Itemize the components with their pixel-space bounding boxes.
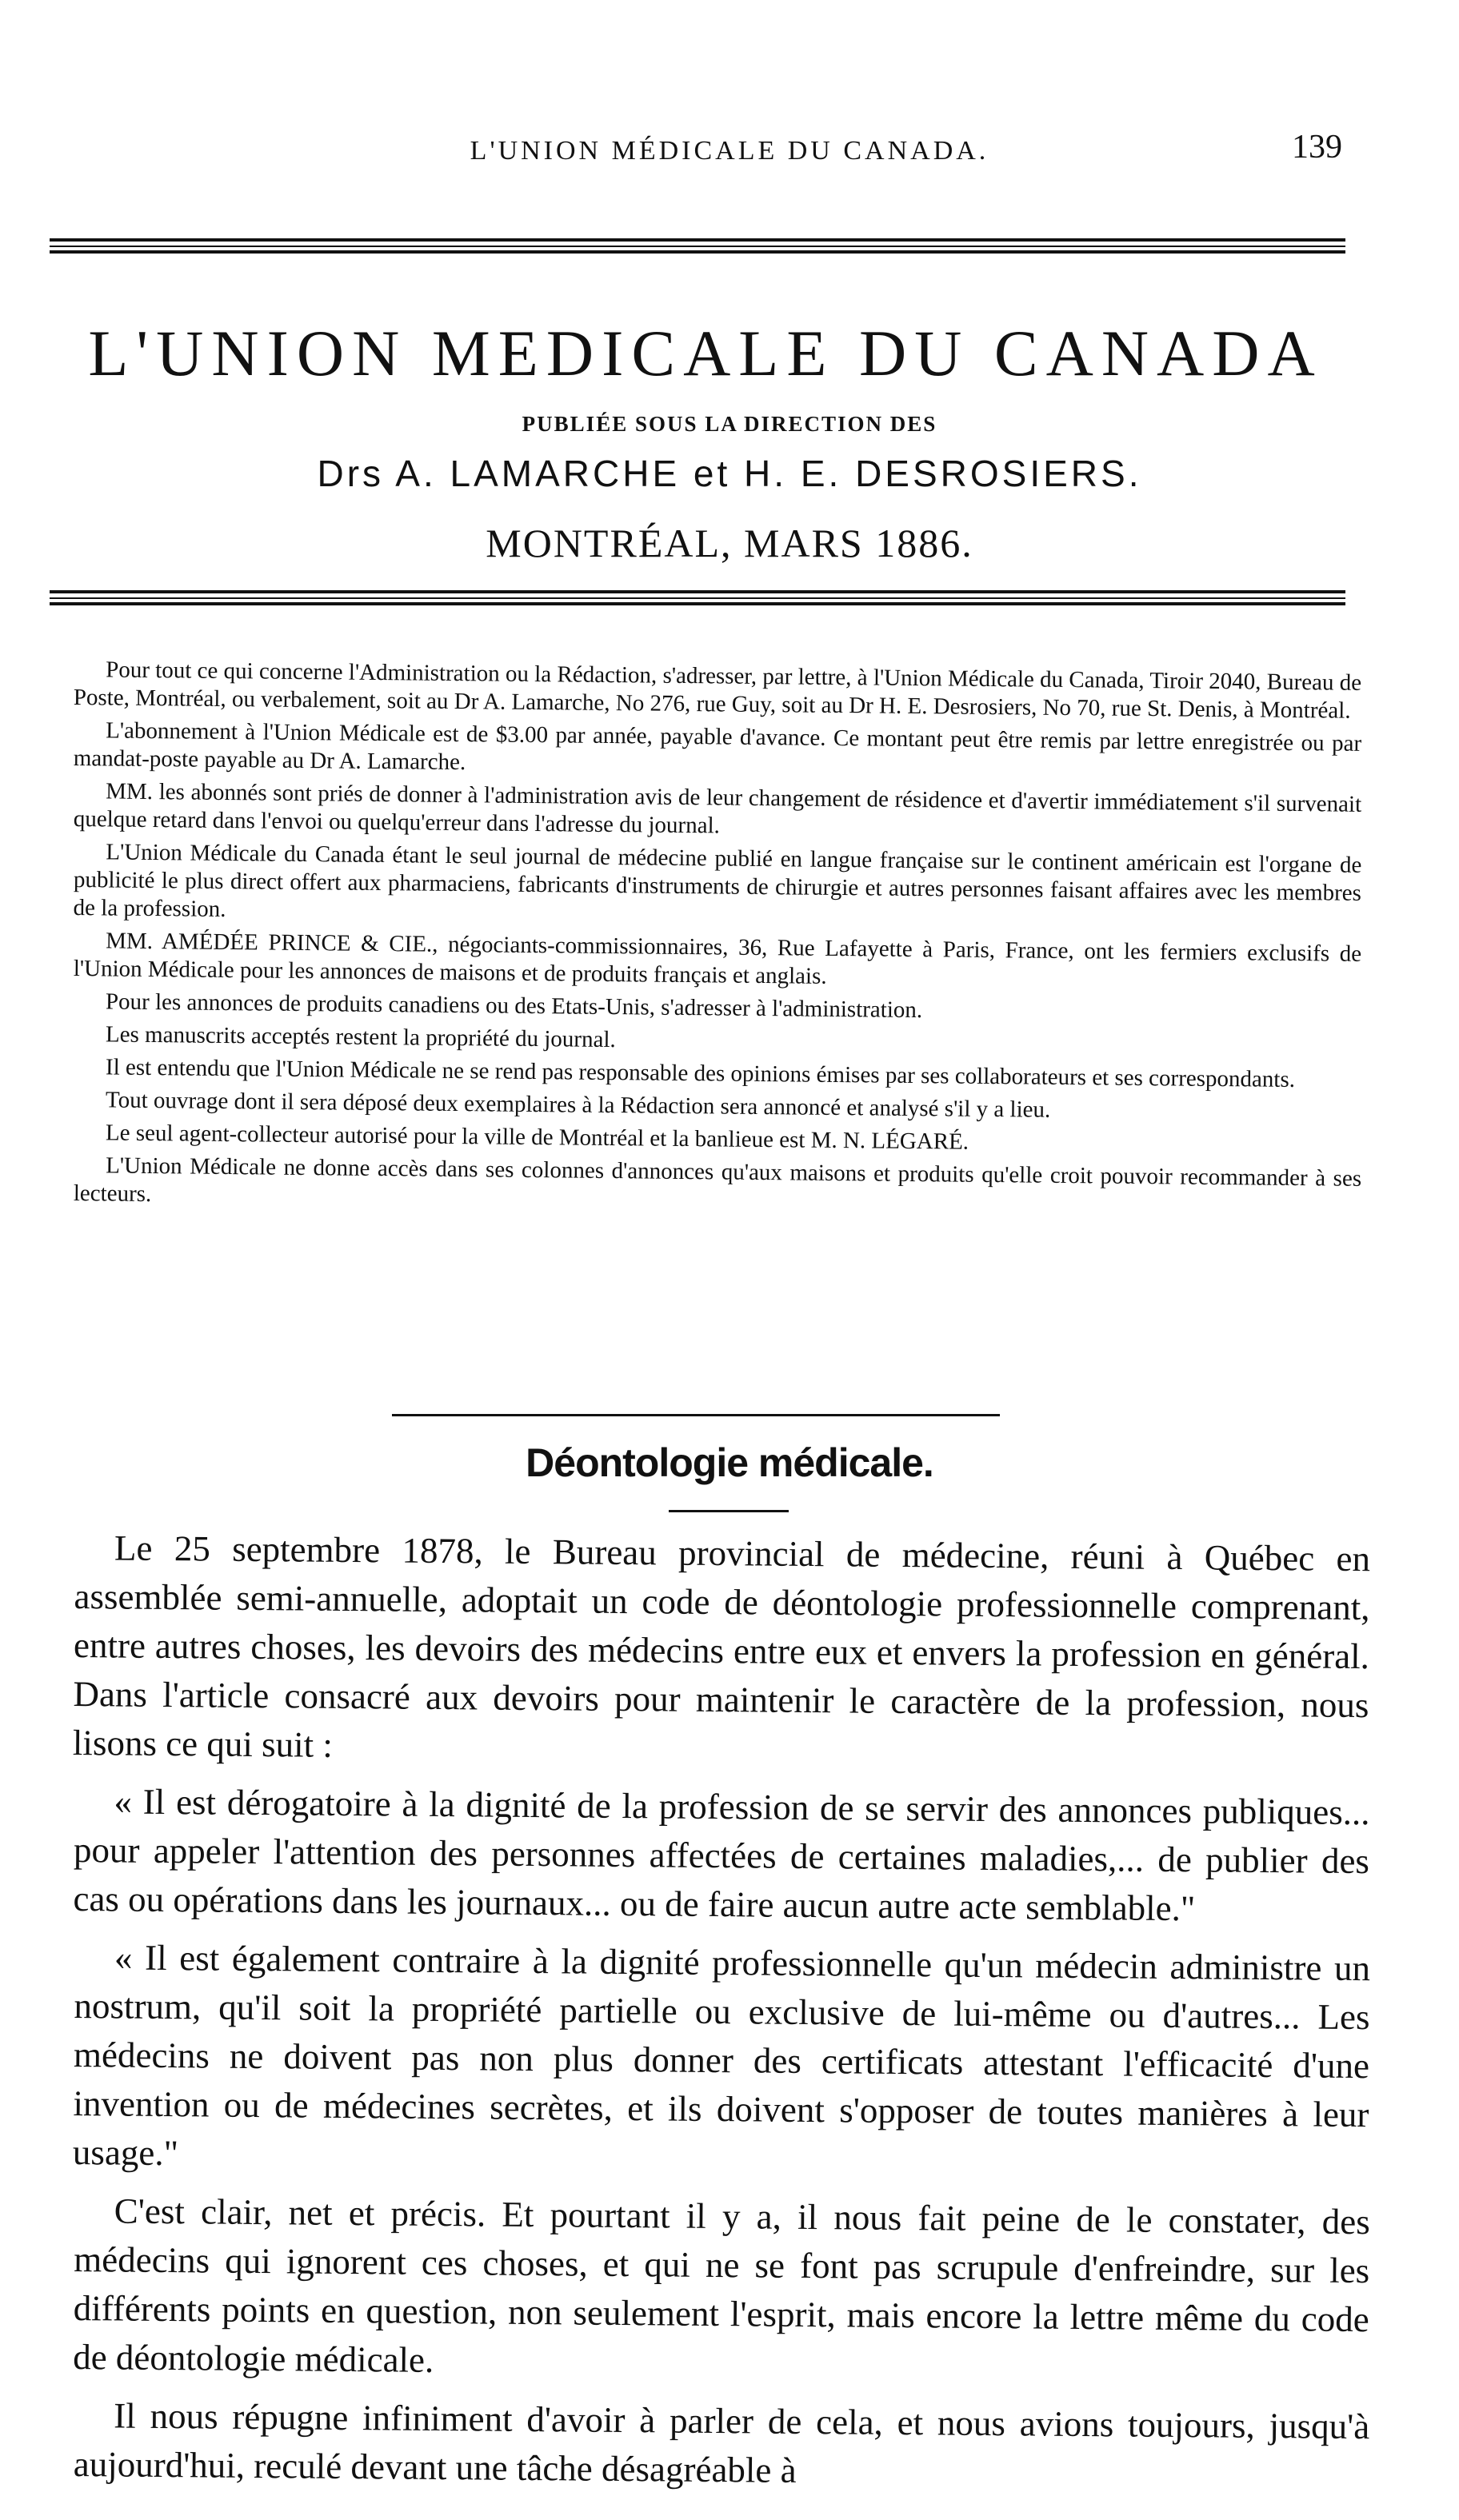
article-paragraph: « Il est également contraire à la dignité professionnelle qu'un médecin administre un nostrum, qu'il soit la propriété partielle ou exclusive de lui-même ou d'autres... Les médecins ne doivent pas non plus donner des certificats attestant l'efficacité d'une invention ou de médecines secrètes, et ils doivent s'opposer de toutes manières à leur usage." [72, 1937, 1371, 2174]
notice-paragraph: Il est entendu que l'Union Médicale ne se rend pas responsable des opinions émises par ses collaborateurs et ses correspondants. [105, 1054, 1296, 1092]
masthead-date: MONTRÉAL, MARS 1886. [486, 521, 973, 565]
masthead-top-rule [50, 238, 1345, 254]
masthead-editors: Drs A. LAMARCHE et H. E. DESROSIERS. [317, 453, 1142, 494]
notice-paragraph: Les manuscrits acceptés restent la propriété du journal. [105, 1021, 616, 1053]
article-paragraph: Le 25 septembre 1878, le Bureau provincial de médecine, réuni à Québec en assemblée semi-annuelle, adoptait un code de déontologie professionnelle comprenant, entre autres choses, les devoirs des médecins entre eux et envers la profession en général. Dans l'article consacré aux devoirs pour maintenir le caractère de la profession, nous lisons ce qui suit : [72, 1528, 1371, 1765]
section-divider [392, 1414, 1000, 1416]
article-paragraph: Il nous répugne infiniment d'avoir à parler de cela, et nous avions toujours, jusqu'à aujourd'hui, reculé devant une tâche désagréable à [73, 2395, 1370, 2490]
article-heading: Déontologie médicale. [526, 1440, 933, 1485]
notice-paragraph: L'Union Médicale du Canada étant le seul journal de médecine publié en langue française sur le continent américain est l'organe de publicité le plus direct offert aux pharmaciens, fabricants d'instruments de chirurgie et autres personnes faisant affaires avec les membres de la profession. [73, 839, 1362, 922]
page-number: 139 [1292, 129, 1342, 166]
notices-block [74, 656, 1361, 1212]
running-title: L'UNION MÉDICALE DU CANADA. [470, 136, 989, 166]
notice-paragraph: Pour les annonces de produits canadiens ou des Etats-Unis, s'adresser à l'administration. [105, 988, 923, 1024]
heading-underline [669, 1510, 789, 1512]
article-paragraph: C'est clair, net et précis. Et pourtant il y a, il nous fait peine de le constater, des médecins qui ignorent ces choses, et qui ne se font pas scrupule d'enfreindre, sur les différents points en question, non seulement l'esprit, mais encore la lettre même du code de déontologie médicale. [72, 2191, 1370, 2380]
article-paragraph: « Il est dérogatoire à la dignité de la profession de se servir des annonces publiques... pour appeler l'attention des personnes affectées de certaines maladies,... de publier des cas ou opérations dans les journaux... ou de faire aucun autre acte semblable." [73, 1781, 1370, 1929]
notice-paragraph: Pour tout ce qui concerne l'Administration ou la Rédaction, s'adresser, par lettre, à l'Union Médicale du Canada, Tiroir 2040, Bureau de Poste, Montréal, ou verbalement, soit au Dr A. Lamarche, No 276, rue Guy, soit au Dr H. E. Desrosiers, No 70, rue St. Denis, à Montréal. [73, 657, 1362, 724]
notice-paragraph: L'Union Médicale ne donne accès dans ses colonnes d'annonces qu'aux maisons et produits qu'elle croit pouvoir recommander à ses lecteurs. [73, 1152, 1362, 1208]
masthead-bottom-rule [50, 590, 1345, 605]
notice-paragraph: MM. les abonnés sont priés de donner à l'administration avis de leur changement de résidence et d'avertir immédiatement s'il survenait quelque retard dans l'envoi ou quelqu'erreur dans l'adresse du journal. [73, 778, 1362, 839]
notice-paragraph: Le seul agent-collecteur autorisé pour la ville de Montréal et la banlieue est M. N. LÉGARÉ. [105, 1120, 969, 1155]
masthead-title: L'UNION MEDICALE DU CANADA [88, 317, 1323, 389]
masthead-subtitle: PUBLIÉE SOUS LA DIRECTION DES [522, 412, 937, 436]
notice-paragraph: MM. AMÉDÉE PRINCE & CIE., négociants-commissionnaires, 36, Rue Lafayette à Paris, France, ont les fermiers exclusifs de l'Union Médicale pour les annonces de maisons et de produits français et anglais. [73, 928, 1362, 989]
article-body [74, 1524, 1369, 2498]
notice-paragraph: L'abonnement à l'Union Médicale est de $3.00 par année, payable d'avance. Ce montant peut être remis par lettre enregistrée ou par mandat-poste payable au Dr A. Lamarche. [73, 717, 1362, 776]
notice-paragraph: Tout ouvrage dont il sera déposé deux exemplaires à la Rédaction sera annoncé et analysé s'il y a lieu. [105, 1087, 1051, 1123]
